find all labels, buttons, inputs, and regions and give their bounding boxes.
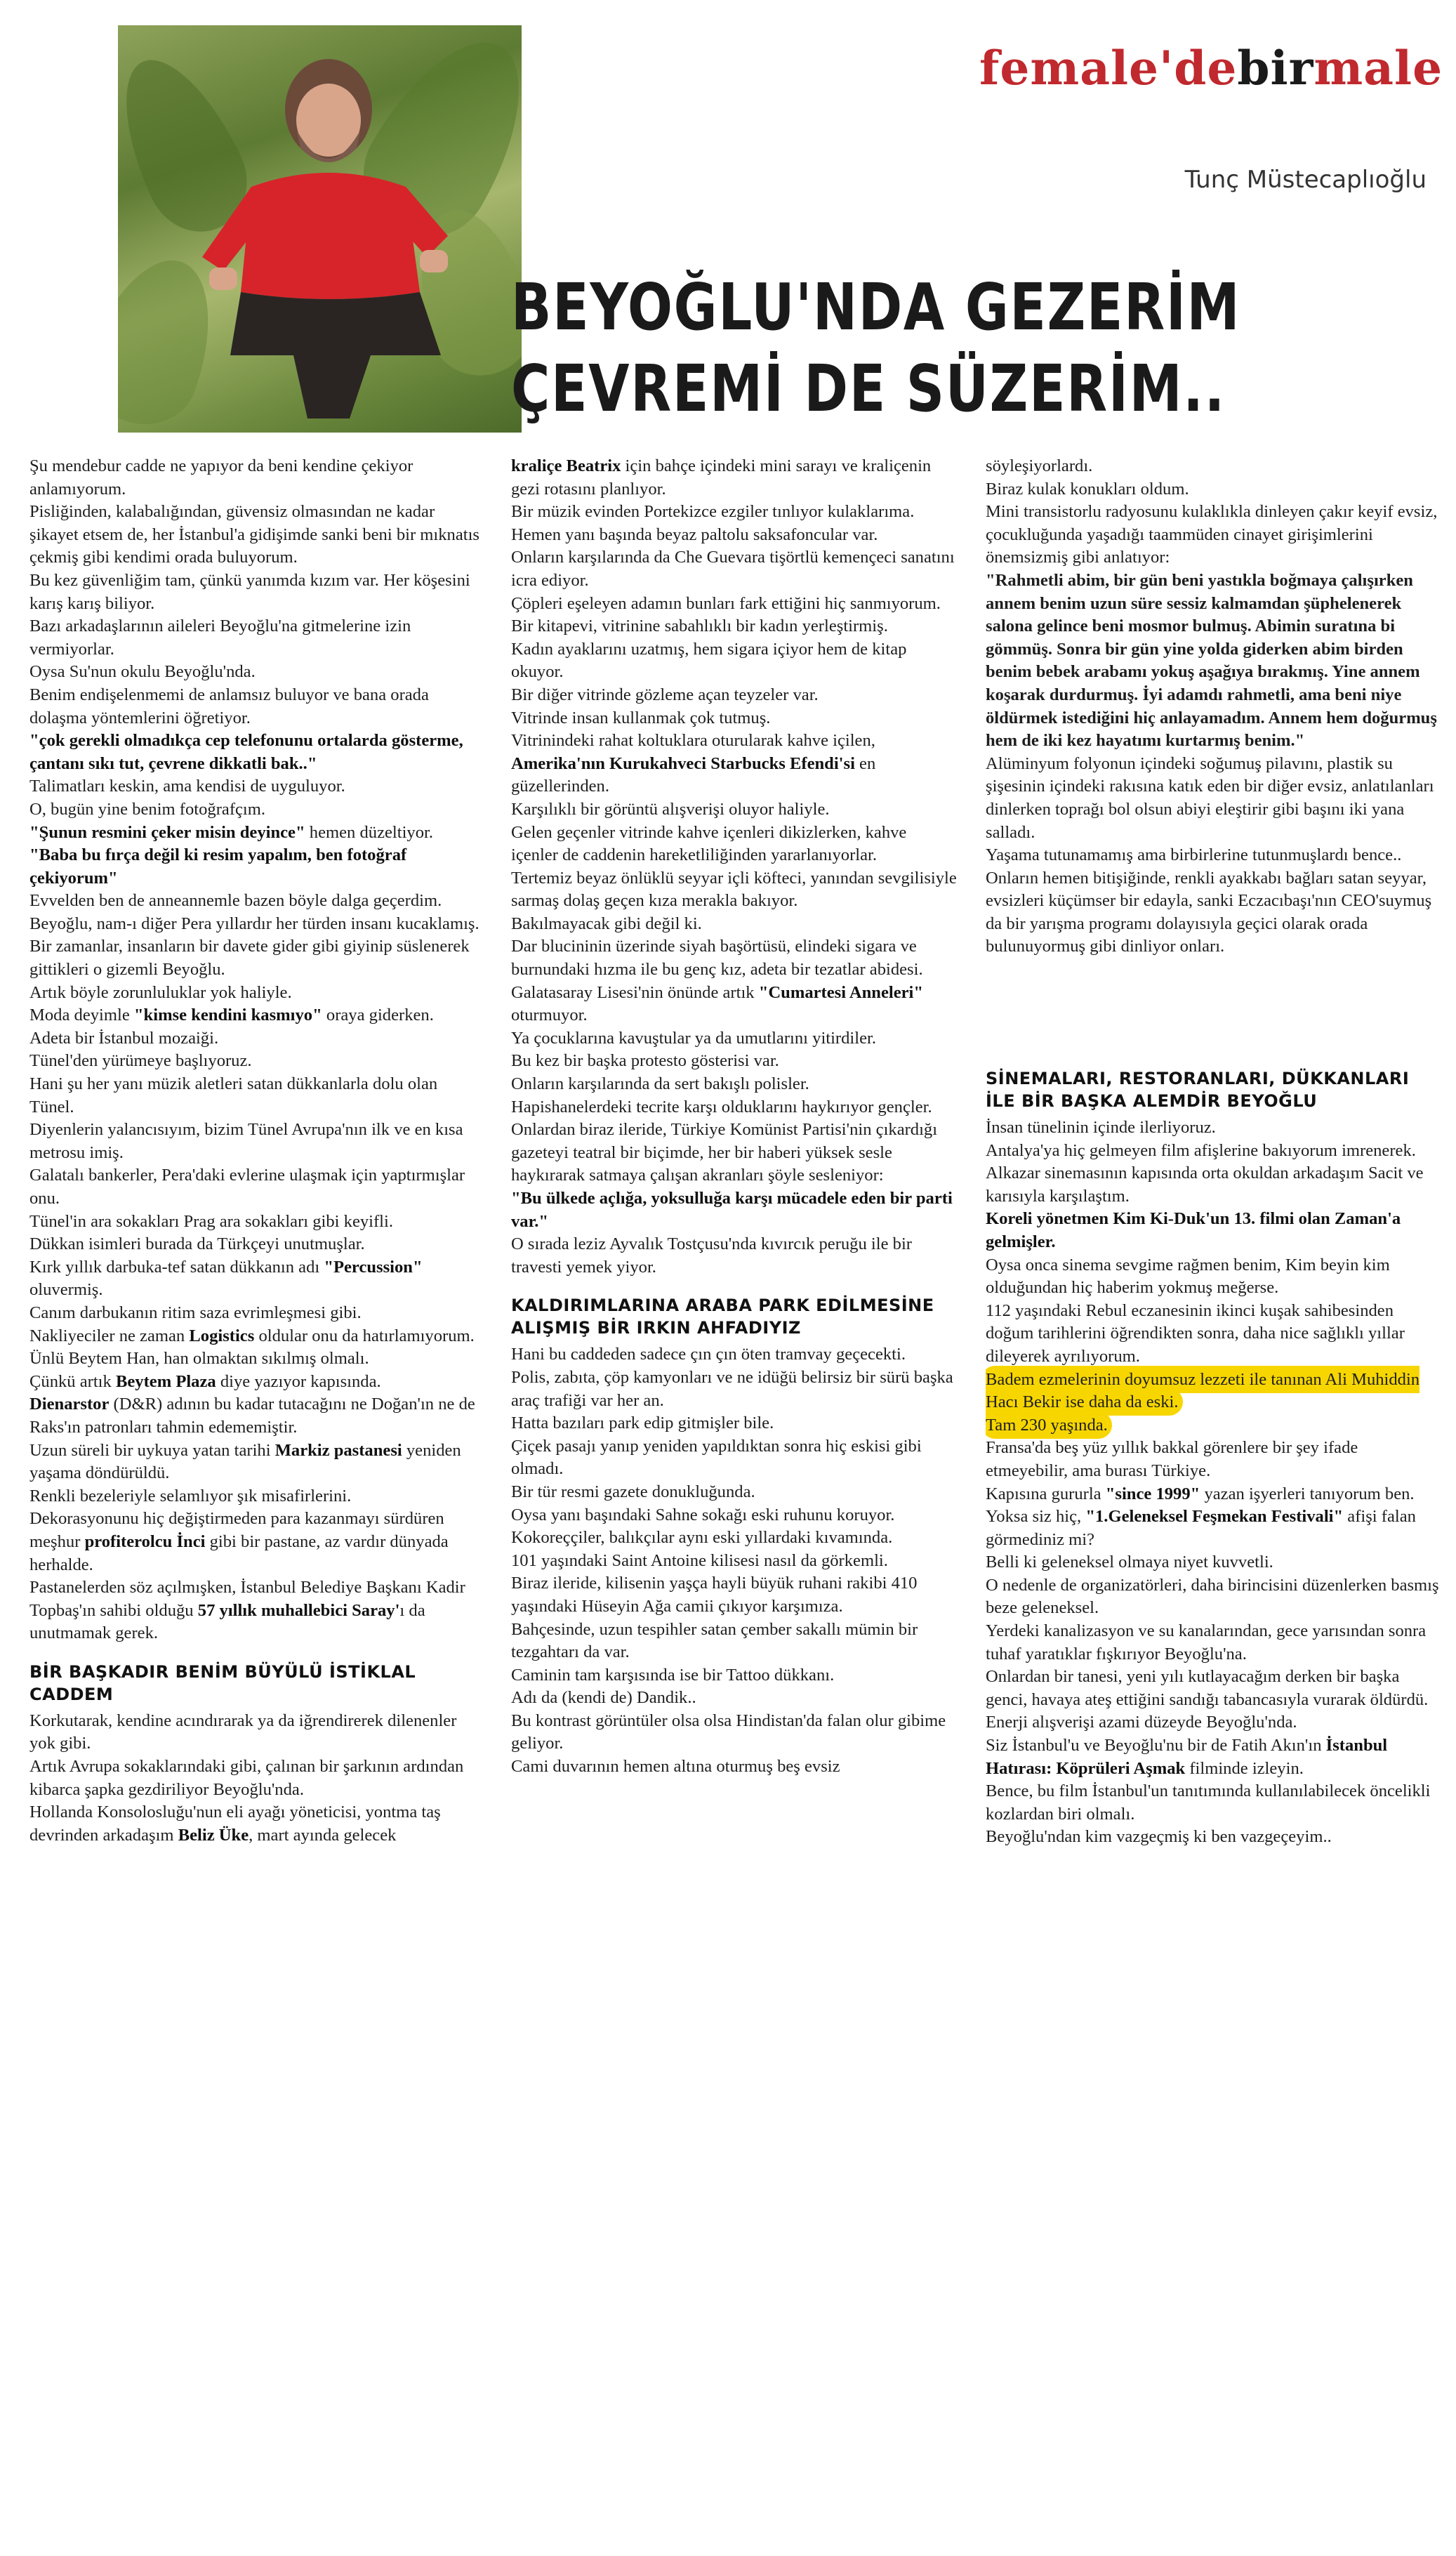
paragraph: Polis, zabıta, çöp kamyonları ve ne idüğü belirsiz bir sürü başka araç trafiği var her an. bbox=[511, 1367, 953, 1410]
bold-quote: "çok gerekli olmadıkça cep telefonunu ortalarda gösterme, çantanı sıkı tut, çevrene dikkatli bak.." bbox=[29, 731, 463, 773]
brand-part-male: male bbox=[1313, 41, 1443, 95]
bold-quote: "Percussion" bbox=[324, 1257, 423, 1277]
man-in-red-shirt-figure bbox=[118, 25, 522, 433]
bold-quote: "kimse kendini kasmıyo" bbox=[133, 1006, 322, 1025]
paragraph: Fransa'da beş yüz yıllık bakkal görenlere bir şey ifade etmeyebilir, ama burası Türkiye. bbox=[986, 1438, 1358, 1480]
paragraph: Tünel'den yürümeye başlıyoruz. bbox=[29, 1051, 252, 1071]
paragraph: Kapısına gururla "since 1999" yazan işyerleri tanıyorum ben. bbox=[986, 1484, 1415, 1503]
paragraph: Tertemiz beyaz önlüklü seyyar içli köfteci, yanından sevgilisiyle sarmaş dolaş geçen kıza merakla bakıyor. bbox=[511, 868, 957, 911]
paragraph: Korkutarak, kendine acındırarak ya da iğrendirerek dilenenler yok gibi. bbox=[29, 1711, 457, 1753]
bold-quote: "Cumartesi Anneleri" bbox=[758, 982, 924, 1002]
paragraph: Bir müzik evinden Portekizce ezgiler tınlıyor kulaklarıma. bbox=[511, 502, 915, 522]
paragraph: "Şunun resmini çeker misin deyince" hemen düzeltiyor. bbox=[29, 822, 433, 842]
headline-line-1: BEYOĞLU'NDA GEZERİM bbox=[511, 270, 1241, 345]
bold-quote: İstanbul Hatırası: Köprüleri Aşmak bbox=[986, 1736, 1388, 1778]
paragraph: Bahçesinde, uzun tespihler satan çember sakallı mümin bir tezgahtarı da var. bbox=[511, 1619, 918, 1662]
paragraph: Oysa yanı başındaki Sahne sokağı eski ruhunu koruyor. bbox=[511, 1505, 895, 1524]
paragraph: Yaşama tutunamamış ama birbirlerine tutunmuşlardı bence.. bbox=[986, 845, 1402, 865]
paragraph: Mini transistorlu radyosunu kulaklıkla dinleyen çakır keyif evsiz, çocukluğunda yaşadığı taammüden cinayet girişimlerini önemsizmiş gibi anlatıyor: bbox=[986, 502, 1438, 567]
paragraph: O sırada leziz Ayvalık Tostçusu'nda kıvırcık peruğu ile bir travesti yemek yiyor. bbox=[511, 1234, 912, 1277]
paragraph: Bir zamanlar, insanların bir davete gider gibi giyinip süslenerek gittikleri o gizemli Beyoğlu. bbox=[29, 937, 470, 980]
paragraph: Bu kez bir başka protesto gösterisi var. bbox=[511, 1051, 779, 1071]
paragraph: kraliçe Beatrix için bahçe içindeki mini sarayı ve kraliçenin gezi rotasını planlıyor. bbox=[511, 456, 932, 499]
paragraph: Galatasaray Lisesi'nin önünde artık "Cumartesi Anneleri" oturmuyor. bbox=[511, 982, 924, 1025]
paragraph: Oysa onca sinema sevgime rağmen benim, Kim beyin kim olduğundan hiç haberim yokmuş meğerse. bbox=[986, 1255, 1390, 1298]
paragraph: Hatta bazıları park edip gitmişler bile. bbox=[511, 1414, 774, 1433]
paragraph: Onların karşılarında da Che Guevara tişörtlü kemençeci sanatını icra ediyor. bbox=[511, 548, 955, 590]
paragraph: Canım darbukanın ritim saza evrimleşmesi gibi. bbox=[29, 1303, 362, 1322]
paragraph: Talimatları keskin, ama kendisi de uyguluyor. bbox=[29, 777, 345, 796]
paragraph: Benim endişelenmemi de anlamsız buluyor ve bana orada dolaşma yöntemlerini öğretiyor. bbox=[29, 685, 429, 727]
paragraph: Pastanelerden söz açılmışken, İstanbul Belediye Başkanı Kadir Topbaş'ın sahibi olduğu 57 yıllık muhallebici Saray'ı da unutmamak gerek. bbox=[29, 1578, 465, 1643]
paragraph: 112 yaşındaki Rebul eczanesinin ikinci kuşak sahibesinden doğum tarihlerini öğrendikten sonra, daha nice sağlıklı yıllar dileyerek ayrılıyorum. bbox=[986, 1300, 1405, 1366]
paragraph: Kadın ayaklarını uzatmış, hem sigara içiyor hem de kitap okuyor. bbox=[511, 639, 907, 682]
paragraph: Artık Avrupa sokaklarındaki gibi, çalınan bir şarkının ardından kibarca şapka gezdiriliyor Beyoğlu'nda. bbox=[29, 1757, 464, 1799]
paragraph: Alüminyum folyonun içindeki soğumuş pilavını, plastik su şişesinin içindeki rakısına katık eden bir diğer evsiz, anlatılanları dinlerken toprağı bol olsun abiyi eleştirir gibi başını iki yana salladı. bbox=[986, 753, 1434, 842]
bold-quote: Dienarstor bbox=[29, 1395, 110, 1414]
highlighted-text: Tam 230 yaşında. bbox=[986, 1415, 1108, 1435]
bold-quote: kraliçe Beatrix bbox=[511, 456, 621, 475]
bold-quote: Logistics bbox=[189, 1326, 255, 1345]
paragraph: Caminin tam karşısında ise bir Tattoo dükkanı. bbox=[511, 1665, 835, 1685]
paragraph: Bu kontrast görüntüler olsa olsa Hindistan'da falan olur gibime geliyor. bbox=[511, 1711, 946, 1753]
bold-quote: "Şunun resmini çeker misin deyince" bbox=[29, 822, 305, 842]
paragraph: Artık böyle zorunluluklar yok haliyle. bbox=[29, 982, 292, 1002]
paragraph: söyleşiyorlardı. bbox=[986, 456, 1093, 475]
paragraph: Alkazar sinemasının kapısında orta okuldan arkadaşım Sacit ve karısıyla karşılaştım. bbox=[986, 1164, 1424, 1206]
paragraph: Uzun süreli bir uykuya yatan tarihi Markiz pastanesi yeniden yaşama döndürüldü. bbox=[29, 1440, 461, 1483]
paragraph: Şu mendebur cadde ne yapıyor da beni kendine çekiyor anlamıyorum. bbox=[29, 456, 413, 499]
paragraph: Dienarstor (D&R) adının bu kadar tutacağını ne Doğan'ın ne de Raks'ın patronları tahmin edememiştir. bbox=[29, 1395, 475, 1437]
paragraph bbox=[986, 1208, 1439, 1253]
author-name: Tunç Müstecaplıoğlu bbox=[1184, 166, 1427, 194]
paragraph: Beyoğlu'ndan kim vazgeçmiş ki ben vazgeçeyim.. bbox=[986, 1827, 1332, 1847]
paragraph: Kırk yıllık darbuka-tef satan dükkanın adı "Percussion" oluvermiş. bbox=[29, 1257, 423, 1300]
section-subheading: SİNEMALARI, RESTORANLARI, DÜKKANLARI İLE BİR BAŞKA ALEMDİR BEYOĞLU bbox=[986, 1069, 1410, 1111]
highlighted-text: Badem ezmelerinin doyumsuz lezzeti ile tanınan Ali Muhiddin Hacı Bekir ise daha da eski. bbox=[986, 1369, 1420, 1412]
paragraph bbox=[986, 569, 1439, 753]
bold-quote: "1.Geleneksel Feşmekan Festivali" bbox=[1085, 1507, 1344, 1527]
bold-quote: "Rahmetli abim, bir gün beni yastıkla boğmaya çalışırken annem benim uzun süre sessiz kalmamdan şüphelenerek salona gelince beni mosmor bulmuş. Abimin suratına bi gömmüş. Sonra bir gün yine yolda giderken abim birden benim bebek arabamı yokuş aşağıya bırakmış. Yine annem koşarak durdurmuş. İyi adamdı rahmetli, ama beni niye öldürmek istediğini hiç anlayamadım. Annem hem doğurmuş hem de iki kez hayatımı kurtarmış benim." bbox=[986, 570, 1437, 751]
paragraph: Biraz kulak konukları oldum. bbox=[986, 479, 1189, 499]
headline bbox=[511, 267, 1259, 430]
paragraph: Tünel'in ara sokakları Prag ara sokakları gibi keyifli. bbox=[29, 1211, 393, 1231]
paragraph: Ünlü Beytem Han, han olmaktan sıkılmış olmalı. bbox=[29, 1349, 369, 1369]
paragraph: Belli ki geleneksel olmaya niyet kuvvetli. bbox=[986, 1553, 1273, 1572]
paragraph: Çöpleri eşeleyen adamın bunları fark ettiğini hiç sanmıyorum. bbox=[511, 593, 941, 613]
paragraph: Bir tür resmi gazete donukluğunda. bbox=[511, 1482, 755, 1501]
column-1 bbox=[29, 455, 482, 1944]
paragraph: Dükkan isimleri burada da Türkçeyi unutmuşlar. bbox=[29, 1234, 365, 1254]
paragraph: Diyenlerin yalancısıyım, bizim Tünel Avrupa'nın ilk ve en kısa metrosu imiş. bbox=[29, 1120, 463, 1162]
paragraph: Vitrinde insan kullanmak çok tutmuş. bbox=[511, 708, 771, 727]
paragraph: Cami duvarının hemen altına oturmuş beş evsiz bbox=[511, 1757, 840, 1777]
paragraph: Yoksa siz hiç, "1.Geleneksel Feşmekan Festivali" afişi falan görmediniz mi? bbox=[986, 1507, 1416, 1549]
column-brand-logo bbox=[979, 41, 1443, 95]
paragraph: Nakliyeciler ne zaman Logistics oldular onu da hatırlamıyorum. bbox=[29, 1326, 475, 1345]
paragraph bbox=[986, 1369, 1439, 1414]
paragraph: Pisliğinden, kalabalığından, güvensiz olmasından ne kadar şikayet etsem de, her İstanbul'a gidişimde sanki beni bir mıknatıs çekmiş gibi kendimi orada buluyorum. bbox=[29, 502, 479, 567]
paragraph: Onların karşılarında da sert bakışlı polisler. bbox=[511, 1074, 809, 1094]
paragraph: Antalya'ya hiç gelmeyen film afişlerine bakıyorum imrenerek. bbox=[986, 1140, 1416, 1160]
paragraph: Ya çocuklarına kavuştular ya da umutlarını yitirdiler. bbox=[511, 1028, 876, 1048]
brand-part-bir: bir bbox=[1237, 41, 1314, 95]
paragraph: Oysa Su'nun okulu Beyoğlu'nda. bbox=[29, 662, 256, 682]
section-subheading: KALDIRIMLARINA ARABA PARK EDİLMESİNE ALIŞMIŞ BİR IRKIN AHFADIYIZ bbox=[511, 1296, 934, 1338]
bold-quote: Amerika'nın Kurukahveci Starbucks Efendi'si bbox=[511, 753, 855, 773]
paragraph: Bence, bu film İstanbul'un tanıtımında kullanılabilecek öncelikli kozlardan biri olmalı. bbox=[986, 1781, 1431, 1824]
paragraph: Çiçek pasajı yanıp yeniden yapıldıktan sonra hiç eskisi gibi olmadı. bbox=[511, 1436, 922, 1479]
paragraph: Onlardan biraz ileride, Türkiye Komünist Partisi'nin çıkardığı gazeteyi teatral bir biçimde, her bir haberi yüksek sesle haykırarak satmaya çalışan akranları şöyle sesleniyor: bbox=[511, 1120, 938, 1185]
bold-quote: 57 yıllık muhallebici Saray' bbox=[197, 1600, 400, 1620]
paragraph: Moda deyimle "kimse kendini kasmıyo" oraya giderken. bbox=[29, 1006, 434, 1025]
paragraph: Hollanda Konsolosluğu'nun eli ayağı yöneticisi, yontma taş devrinden arkadaşım Beliz Üke, mart ayında gelecek bbox=[29, 1803, 441, 1845]
paragraph: Kokoreççiler, balıkçılar aynı eski yıllardaki kıvamında. bbox=[511, 1528, 893, 1548]
paragraph: 101 yaşındaki Saint Antoine kilisesi nasıl da görkemli. bbox=[511, 1550, 888, 1570]
paragraph: Bir diğer vitrinde gözleme açan teyzeler var. bbox=[511, 685, 819, 704]
paragraph: Evvelden ben de anneannemle bazen böyle dalga geçerdim. bbox=[29, 891, 442, 911]
paragraph: Siz İstanbul'u ve Beyoğlu'nu bir de Fatih Akın'ın İstanbul Hatırası: Köprüleri Aşmak filminde izleyin. bbox=[986, 1736, 1388, 1778]
brand-part-female: female'de bbox=[979, 41, 1238, 95]
paragraph bbox=[511, 1187, 958, 1233]
paragraph: Bu kez güvenliğim tam, çünkü yanımda kızım var. Her köşesini karış karış biliyor. bbox=[29, 570, 470, 613]
bold-quote: Markiz pastanesi bbox=[274, 1440, 402, 1460]
bold-quote: Beytem Plaza bbox=[115, 1371, 216, 1391]
paragraph: Dekorasyonunu hiç değiştirmeden para kazanmayı sürdüren meşhur profiterolcu İnci gibi bir pastane, az vardır dünyada herhalde. bbox=[29, 1509, 449, 1574]
headline-line-2: ÇEVREMİ DE SÜZERİM.. bbox=[511, 351, 1226, 426]
column-3-bottom bbox=[986, 1067, 1439, 2556]
paragraph bbox=[29, 730, 482, 775]
paragraph: Hani şu her yanı müzik aletleri satan dükkanlarla dolu olan Tünel. bbox=[29, 1074, 438, 1116]
paragraph: O, bugün yine benim fotoğrafçım. bbox=[29, 799, 266, 819]
paragraph: Adı da (kendi de) Dandik.. bbox=[511, 1688, 696, 1708]
paragraph: Adeta bir İstanbul mozaiği. bbox=[29, 1028, 219, 1048]
paragraph: İnsan tünelinin içinde ilerliyoruz. bbox=[986, 1118, 1216, 1137]
paragraph: O nedenle de organizatörleri, daha birincisini düzenlerken basmış beze geleneksel. bbox=[986, 1575, 1439, 1618]
paragraph: Renkli bezeleriyle selamlıyor şık misafirlerini. bbox=[29, 1486, 352, 1506]
bold-quote: "Bu ülkede açlığa, yoksulluğa karşı mücadele eden bir parti var." bbox=[511, 1189, 953, 1231]
paragraph: Onların hemen bitişiğinde, renkli ayakkabı bağları satan seyyar, evsizleri küçümser bir edayla, sanki Eczacıbaşı'nın CEO'suymuş da bir yarışma programı dolayısıyla geçici olarak orada bulunuyormuş gibi dinliyor onları. bbox=[986, 868, 1432, 956]
bold-quote: "since 1999" bbox=[1105, 1484, 1200, 1503]
column-3-top bbox=[986, 455, 1439, 958]
paragraph: Bakılmayacak gibi değil ki. bbox=[511, 914, 702, 933]
paragraph: Hapishanelerdeki tecrite karşı olduklarını haykırıyor gençler. bbox=[511, 1097, 932, 1116]
paragraph: Gelen geçenler vitrinde kahve içenleri dikizlerken, kahve içenler de caddenin hareketliliğinden yararlanıyorlar. bbox=[511, 822, 907, 865]
author-photo bbox=[118, 25, 522, 433]
paragraph bbox=[986, 1414, 1439, 1437]
column-2 bbox=[511, 455, 958, 1944]
bold-quote: "Baba bu fırça değil ki resim yapalım, ben fotoğraf çekiyorum" bbox=[29, 845, 407, 888]
paragraph: Yerdeki kanalizasyon ve su kanalarından, gece yarısından sonra tuhaf yaratıklar fışkırıyor Beyoğlu'na. bbox=[986, 1621, 1427, 1664]
paragraph: Çünkü artık Beytem Plaza diye yazıyor kapısında. bbox=[29, 1371, 381, 1391]
bold-quote: Beliz Üke bbox=[178, 1825, 249, 1845]
paragraph: Galatalı bankerler, Pera'daki evlerine ulaşmak için yaptırmışlar onu. bbox=[29, 1166, 465, 1208]
paragraph bbox=[29, 844, 482, 890]
paragraph: Biraz ileride, kilisenin yaşça hayli büyük ruhani rakibi 410 yaşındaki Hüseyin Ağa camii çıkıyor karşımıza. bbox=[511, 1574, 918, 1616]
section-subheading: BİR BAŞKADIR BENİM BÜYÜLÜ İSTİKLAL CADDEM bbox=[29, 1661, 416, 1704]
paragraph: Bazı arkadaşlarının aileleri Beyoğlu'na gitmelerine izin vermiyorlar. bbox=[29, 617, 411, 659]
paragraph: Enerji alışverişi azami düzeyde Beyoğlu'nda. bbox=[986, 1713, 1297, 1732]
paragraph: Onlardan bir tanesi, yeni yılı kutlayacağım derken bir başka genci, havaya ateş ettiğini sandığı tabancasıyla vurarak öldürdü. bbox=[986, 1667, 1429, 1709]
bold-quote: Koreli yönetmen Kim Ki-Duk'un 13. filmi olan Zaman'a gelmişler. bbox=[986, 1209, 1401, 1251]
paragraph: Beyoğlu, nam-ı diğer Pera yıllardır her türden insanı kucaklamış. bbox=[29, 914, 479, 933]
paragraph: Karşılıklı bir görüntü alışverişi oluyor haliyle. bbox=[511, 799, 830, 819]
paragraph: Vitrinindeki rahat koltuklara oturularak kahve içilen, Amerika'nın Kurukahveci Starbucks Efendi'si en güzellerinden. bbox=[511, 731, 876, 796]
paragraph: Hemen yanı başında beyaz paltolu saksafoncular var. bbox=[511, 525, 878, 544]
paragraph: Dar blucininin üzerinde siyah başörtüsü, elindeki sigara ve burnundaki hızma ile bu genç kız, adeta bir tezatlar abidesi. bbox=[511, 937, 923, 980]
paragraph: Bir kitapevi, vitrinine sabahlıklı bir kadın yerleştirmiş. bbox=[511, 617, 888, 636]
bold-quote: profiterolcu İnci bbox=[84, 1531, 206, 1551]
paragraph: Hani bu caddeden sadece çın çın öten tramvay geçecekti. bbox=[511, 1345, 906, 1364]
